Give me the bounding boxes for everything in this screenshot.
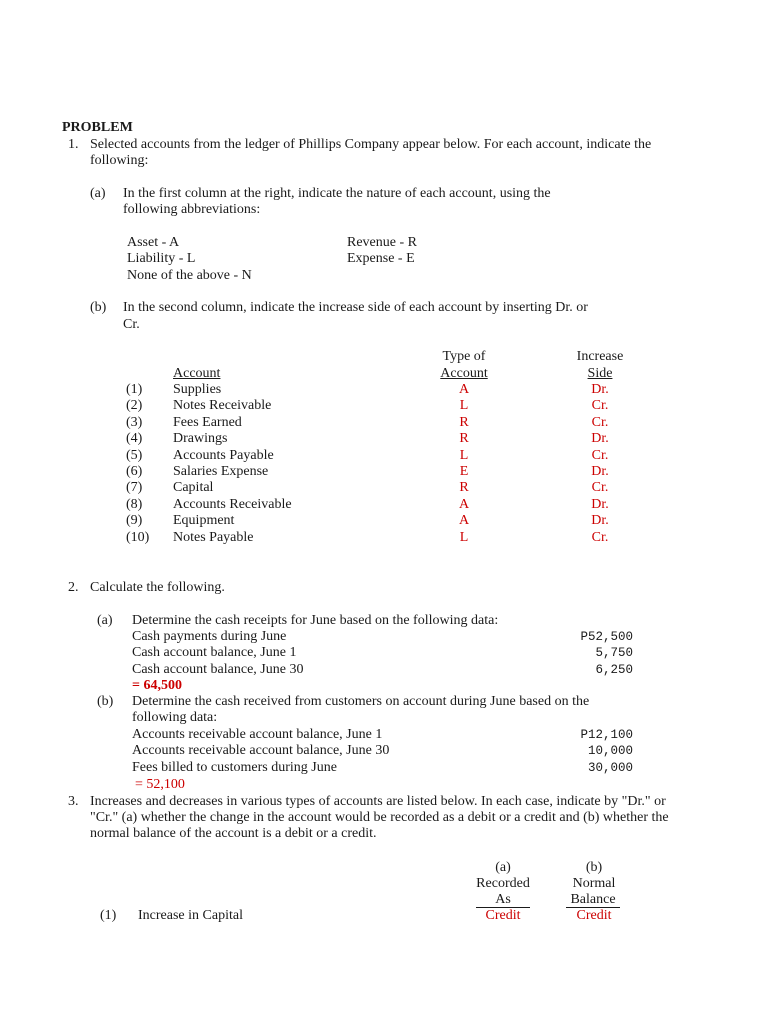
q1a-label: (a): [90, 186, 106, 201]
q2b-item-value: P12,100: [580, 728, 633, 742]
q2b-item-value: 30,000: [587, 761, 633, 775]
page-title: PROBLEM: [62, 120, 133, 135]
q2b-item-label: Fees billed to customers during June: [132, 760, 337, 775]
col-increase-header-line2: [560, 366, 640, 382]
table-row-account: Equipment: [173, 513, 235, 528]
q2b-item-label: Accounts receivable account balance, June 1: [132, 727, 383, 742]
col-normal-header-line2: Normal: [572, 876, 616, 891]
table-row-num: (4): [126, 431, 143, 446]
table-row-side: Cr.: [591, 398, 609, 413]
table-row-num: (5): [126, 448, 143, 463]
q2b-item-value: 10,000: [587, 744, 633, 758]
abbrev-none: None of the above - N: [127, 268, 252, 283]
q2a-answer: = 64,500: [132, 678, 182, 693]
q2-number: 2.: [68, 580, 79, 595]
q3-text-line1: Increases and decreases in various types of accounts are listed below. In each case, indicate by "Dr." or: [90, 794, 666, 809]
table-row-num: (2): [126, 398, 143, 413]
q1b-text-line2: Cr.: [123, 317, 140, 332]
table-row-num: (3): [126, 415, 143, 430]
q3-text-line2: "Cr." (a) whether the change in the account would be recorded as a debit or a credit and (b) whether the: [90, 810, 669, 825]
table-row-account: Accounts Payable: [173, 448, 274, 463]
q1b-text-line1: In the second column, indicate the increase side of each account by inserting Dr. or: [123, 300, 588, 315]
q2b-answer: = 52,100: [135, 777, 185, 792]
q3-row-item: Increase in Capital: [138, 908, 243, 923]
col-recorded-header-line2: Recorded: [476, 876, 530, 891]
table-row-type: R: [459, 415, 469, 430]
q3-text-line3: normal balance of the account is a debit or a credit.: [90, 826, 377, 841]
q2a-item-label: Cash account balance, June 30: [132, 662, 304, 677]
q3-row-normal: Credit: [576, 908, 612, 923]
table-row-account: Fees Earned: [173, 415, 242, 430]
q2a-item-value: 5,750: [595, 646, 633, 660]
table-row-account: Supplies: [173, 382, 222, 397]
table-row-type: R: [459, 480, 469, 495]
table-row-type: L: [459, 530, 469, 545]
q1-number: 1.: [68, 137, 79, 152]
q2a-label: (a): [97, 613, 113, 628]
q3-row-recorded: Credit: [485, 908, 521, 923]
q2b-text-line2: following data:: [132, 710, 218, 725]
table-row-num: (7): [126, 480, 143, 495]
col-normal-header-line3: Balance: [566, 892, 620, 908]
q2a-item-label: Cash payments during June: [132, 629, 287, 644]
q1a-text-line1: In the first column at the right, indicate the nature of each account, using the: [123, 186, 551, 201]
table-row-side: Cr.: [591, 415, 609, 430]
q2b-item-label: Accounts receivable account balance, June 30: [132, 743, 390, 758]
col-increase-header-text: Side: [587, 366, 613, 381]
table-row-type: L: [459, 398, 469, 413]
q1a-text-line2: following abbreviations:: [123, 202, 261, 217]
q2a-item-value: 6,250: [595, 663, 633, 677]
col-recorded-header-line3: As: [476, 892, 530, 908]
table-row-side: Dr.: [591, 464, 609, 479]
q2a-item-value: P52,500: [580, 630, 633, 644]
abbrev-revenue: Revenue - R: [347, 235, 417, 250]
q2b-label: (b): [97, 694, 114, 709]
table-row-type: A: [458, 382, 470, 397]
table-row-account: Salaries Expense: [173, 464, 269, 479]
table-row-account: Notes Payable: [173, 530, 254, 545]
table-row-type: E: [459, 464, 469, 479]
q3-number: 3.: [68, 794, 79, 809]
table-row-side: Dr.: [591, 382, 609, 397]
table-row-num: (10): [126, 530, 150, 545]
table-row-side: Dr.: [591, 497, 609, 512]
q2a-item-label: Cash account balance, June 1: [132, 645, 297, 660]
col-increase-header-line1: Increase: [576, 349, 624, 364]
table-row-num: (9): [126, 513, 143, 528]
q1-text-line2: following:: [90, 153, 149, 168]
col-account-header: Account: [173, 366, 221, 381]
table-row-account: Notes Receivable: [173, 398, 272, 413]
table-row-account: Capital: [173, 480, 214, 495]
table-row-type: A: [458, 513, 470, 528]
q2a-text: Determine the cash receipts for June based on the following data:: [132, 613, 499, 628]
q2-text: Calculate the following.: [90, 580, 225, 595]
table-row-account: Accounts Receivable: [173, 497, 292, 512]
q1-text-line1: Selected accounts from the ledger of Phillips Company appear below. For each account, indicate the: [90, 137, 652, 152]
col-normal-header-line1: (b): [585, 860, 603, 875]
abbrev-liability: Liability - L: [127, 251, 196, 266]
q2b-text-line1: Determine the cash received from customers on account during June based on the: [132, 694, 590, 709]
table-row-side: Cr.: [591, 480, 609, 495]
col-type-header-text: Account: [440, 366, 488, 381]
table-row-num: (8): [126, 497, 143, 512]
table-row-account: Drawings: [173, 431, 228, 446]
table-row-type: L: [459, 448, 469, 463]
table-row-side: Dr.: [591, 513, 609, 528]
q1b-label: (b): [90, 300, 107, 315]
abbrev-asset: Asset - A: [127, 235, 180, 250]
col-type-header-line2: [424, 366, 504, 382]
col-recorded-header-line1: (a): [495, 860, 511, 875]
table-row-type: R: [459, 431, 469, 446]
table-row-side: Cr.: [591, 530, 609, 545]
table-row-num: (1): [126, 382, 143, 397]
col-type-header-line1: Type of: [442, 349, 486, 364]
table-row-num: (6): [126, 464, 143, 479]
table-row-type: A: [458, 497, 470, 512]
table-row-side: Dr.: [591, 431, 609, 446]
abbrev-expense: Expense - E: [347, 251, 415, 266]
q3-row-num: (1): [100, 908, 117, 923]
table-row-side: Cr.: [591, 448, 609, 463]
